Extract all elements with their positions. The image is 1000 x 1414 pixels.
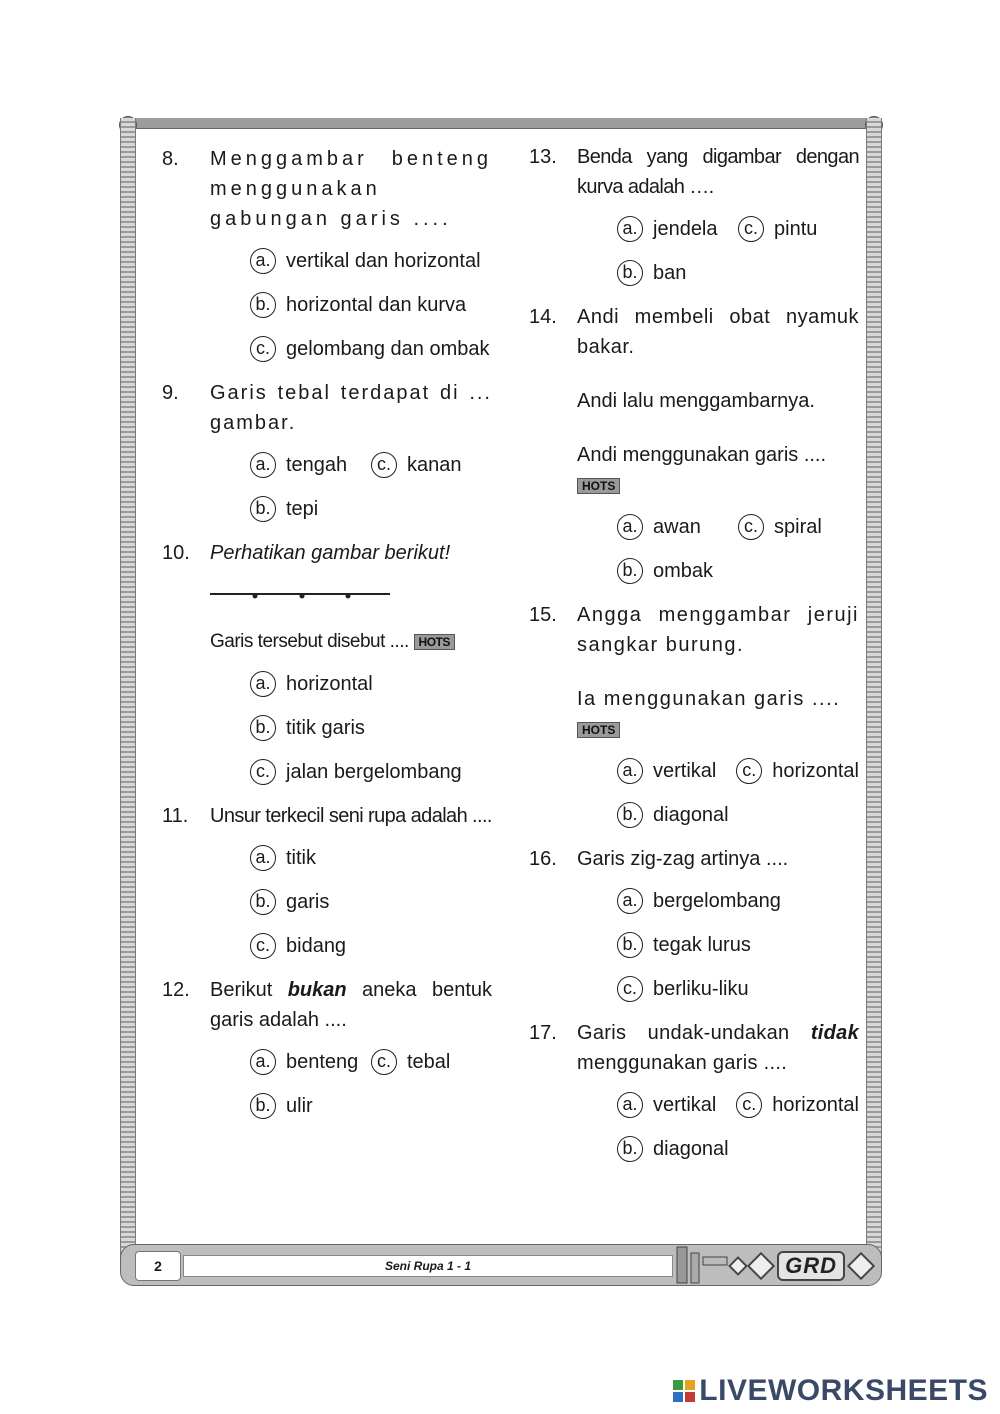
dotted-line-figure bbox=[210, 580, 400, 608]
option-text: benteng bbox=[286, 1051, 359, 1073]
option-letter[interactable]: c. bbox=[371, 452, 397, 478]
option-text: titik bbox=[286, 847, 316, 869]
option-letter[interactable]: a. bbox=[617, 514, 643, 540]
question-subtext bbox=[577, 440, 859, 500]
question-text-post: menggunakan garis .... bbox=[577, 1052, 788, 1074]
option-letter[interactable]: a. bbox=[617, 758, 643, 784]
option-letter[interactable]: a. bbox=[617, 888, 643, 914]
question-number: 12. bbox=[162, 979, 190, 1001]
option-letter[interactable]: a. bbox=[250, 1049, 276, 1075]
question-subtext-label: Ia menggunakan garis .... bbox=[577, 688, 841, 710]
right-column bbox=[529, 142, 859, 1178]
question-text: Garis zig-zag artinya .... bbox=[577, 848, 789, 870]
question-text: Benda yang digambar dengan kurva adalah …. bbox=[577, 146, 859, 198]
question-text-post: aneka bentuk garis adalah .... bbox=[210, 979, 492, 1031]
option-item[interactable] bbox=[738, 214, 859, 244]
question-number: 15. bbox=[529, 604, 557, 626]
option-row bbox=[617, 214, 859, 244]
option-text: diagonal bbox=[653, 804, 729, 826]
watermark-text: LIVEWORKSHEETS bbox=[699, 1374, 988, 1407]
option-item[interactable] bbox=[250, 843, 492, 873]
question-number: 8. bbox=[162, 148, 179, 170]
question-8 bbox=[162, 144, 492, 364]
option-list bbox=[210, 843, 492, 961]
option-item[interactable] bbox=[617, 756, 736, 786]
question-number: 13. bbox=[529, 146, 557, 168]
option-item[interactable] bbox=[617, 930, 859, 960]
option-text: bergelombang bbox=[653, 890, 781, 912]
question-subtext-label: Garis tersebut disebut .... bbox=[210, 631, 409, 652]
option-item[interactable] bbox=[617, 1134, 859, 1164]
option-item[interactable] bbox=[617, 1090, 736, 1120]
option-text: diagonal bbox=[653, 1138, 729, 1160]
option-item[interactable] bbox=[250, 887, 492, 917]
option-item[interactable] bbox=[250, 1047, 371, 1077]
option-item[interactable] bbox=[250, 246, 492, 276]
option-row bbox=[617, 1090, 859, 1120]
option-list bbox=[577, 756, 859, 830]
option-item[interactable] bbox=[250, 713, 492, 743]
liveworksheets-logo-icon bbox=[673, 1380, 695, 1402]
option-text: tebal bbox=[407, 1051, 451, 1073]
question-text bbox=[210, 975, 492, 1035]
question-number: 11. bbox=[162, 805, 189, 827]
option-item[interactable] bbox=[617, 214, 738, 244]
option-letter[interactable]: a. bbox=[250, 452, 276, 478]
option-item[interactable] bbox=[736, 756, 859, 786]
option-letter[interactable]: b. bbox=[617, 1136, 643, 1162]
option-letter[interactable]: b. bbox=[250, 1093, 276, 1119]
option-letter[interactable]: b. bbox=[617, 558, 643, 584]
liveworksheets-watermark bbox=[673, 1374, 988, 1408]
option-item[interactable] bbox=[250, 494, 492, 524]
option-item[interactable] bbox=[617, 512, 738, 542]
option-item[interactable] bbox=[250, 290, 492, 320]
question-subtext-label: Andi menggunakan garis .... bbox=[577, 444, 827, 466]
option-text: garis bbox=[286, 891, 330, 913]
question-16 bbox=[529, 844, 859, 1004]
question-text-pre: Garis undak-undakan bbox=[577, 1022, 811, 1044]
option-item[interactable] bbox=[250, 450, 371, 480]
option-list bbox=[577, 886, 859, 1004]
option-letter[interactable]: c. bbox=[250, 759, 276, 785]
question-13 bbox=[529, 142, 859, 288]
option-item[interactable] bbox=[617, 258, 859, 288]
option-letter[interactable]: a. bbox=[250, 248, 276, 274]
option-text: awan bbox=[653, 516, 701, 538]
footer-subject: Seni Rupa 1 - 1 bbox=[183, 1255, 673, 1277]
option-text: jendela bbox=[653, 218, 718, 240]
option-list bbox=[210, 1047, 492, 1121]
option-row bbox=[250, 450, 492, 480]
option-letter[interactable]: c. bbox=[617, 976, 643, 1002]
option-text: horizontal dan kurva bbox=[286, 294, 467, 316]
option-letter[interactable]: b. bbox=[617, 260, 643, 286]
question-14 bbox=[529, 302, 859, 586]
option-letter[interactable]: c. bbox=[738, 216, 764, 242]
option-letter[interactable]: a. bbox=[617, 216, 643, 242]
question-text: Menggambar benteng menggunakan gabungan garis .... bbox=[210, 148, 492, 230]
option-text: berliku-liku bbox=[653, 978, 749, 1000]
option-text: pintu bbox=[774, 218, 818, 240]
option-text: spiral bbox=[774, 516, 822, 538]
option-letter[interactable]: c. bbox=[736, 1092, 762, 1118]
option-text: vertikal dan horizontal bbox=[286, 250, 481, 272]
option-text: ulir bbox=[286, 1095, 313, 1117]
option-letter[interactable]: c. bbox=[250, 933, 276, 959]
hots-badge: HOTS bbox=[414, 634, 455, 650]
option-text: vertikal bbox=[653, 760, 717, 782]
option-item[interactable] bbox=[371, 1047, 492, 1077]
question-subtext bbox=[577, 684, 859, 744]
option-letter[interactable]: b. bbox=[617, 932, 643, 958]
question-10 bbox=[162, 538, 492, 787]
question-15 bbox=[529, 600, 859, 830]
option-text: horizontal bbox=[772, 1094, 859, 1116]
option-list bbox=[210, 669, 492, 787]
question-text: Andi membeli obat nyamuk bakar. bbox=[577, 306, 859, 358]
option-item[interactable] bbox=[371, 450, 492, 480]
option-text: jalan bergelombang bbox=[286, 761, 462, 783]
option-text: tengah bbox=[286, 454, 348, 476]
option-row bbox=[250, 1047, 492, 1077]
option-item[interactable] bbox=[617, 886, 859, 916]
option-letter[interactable]: b. bbox=[617, 802, 643, 828]
question-text: Garis tebal terdapat di ... gambar. bbox=[210, 382, 492, 434]
option-list bbox=[210, 246, 492, 364]
option-row bbox=[617, 756, 859, 786]
option-letter[interactable]: c. bbox=[371, 1049, 397, 1075]
option-text: titik garis bbox=[286, 717, 365, 739]
question-12 bbox=[162, 975, 492, 1121]
hots-badge: HOTS bbox=[577, 478, 620, 494]
brand-name: GRD bbox=[777, 1251, 845, 1281]
option-item[interactable] bbox=[250, 757, 492, 787]
question-text-emphasis: bukan bbox=[287, 979, 347, 1001]
question-9 bbox=[162, 378, 492, 524]
option-item[interactable] bbox=[736, 1090, 859, 1120]
option-list bbox=[577, 512, 859, 586]
option-item[interactable] bbox=[250, 1091, 492, 1121]
question-text: Perhatikan gambar berikut! bbox=[210, 542, 451, 564]
option-list bbox=[210, 450, 492, 524]
question-17 bbox=[529, 1018, 859, 1164]
option-item[interactable] bbox=[738, 512, 859, 542]
option-text: bidang bbox=[286, 935, 347, 957]
option-text: ombak bbox=[653, 560, 714, 582]
option-text: horizontal bbox=[286, 673, 373, 695]
option-item[interactable] bbox=[250, 669, 492, 699]
question-subtext bbox=[210, 627, 492, 657]
frame-rail-right bbox=[866, 118, 882, 1258]
brand-logo bbox=[731, 1251, 871, 1281]
page-number: 2 bbox=[135, 1251, 181, 1281]
option-letter[interactable]: c. bbox=[736, 758, 762, 784]
question-11 bbox=[162, 801, 492, 961]
question-number: 17. bbox=[529, 1022, 557, 1044]
question-text bbox=[577, 1018, 859, 1078]
question-subtext: Andi lalu menggambarnya. bbox=[577, 390, 815, 412]
frame-top-bar bbox=[128, 118, 874, 129]
question-text: Angga menggambar jeruji sangkar burung. bbox=[577, 604, 859, 656]
option-item[interactable] bbox=[617, 556, 859, 586]
question-text-pre: Berikut bbox=[210, 979, 288, 1001]
option-text: kanan bbox=[407, 454, 462, 476]
option-letter[interactable]: b. bbox=[250, 496, 276, 522]
option-item[interactable] bbox=[250, 931, 492, 961]
option-letter[interactable]: b. bbox=[250, 715, 276, 741]
option-letter[interactable]: b. bbox=[250, 889, 276, 915]
option-text: horizontal bbox=[772, 760, 859, 782]
question-number: 10. bbox=[162, 542, 190, 564]
hots-badge: HOTS bbox=[577, 722, 620, 738]
diamond-icon bbox=[747, 1252, 775, 1280]
option-letter[interactable]: b. bbox=[250, 292, 276, 318]
option-text: vertikal bbox=[653, 1094, 717, 1116]
option-letter[interactable]: c. bbox=[250, 336, 276, 362]
question-number: 14. bbox=[529, 306, 557, 328]
diamond-icon bbox=[847, 1252, 875, 1280]
question-text: Unsur terkecil seni rupa adalah .... bbox=[210, 805, 492, 827]
option-list bbox=[577, 214, 859, 288]
option-letter[interactable]: a. bbox=[250, 845, 276, 871]
left-column bbox=[162, 144, 492, 1135]
option-item[interactable] bbox=[617, 974, 859, 1004]
option-letter[interactable]: a. bbox=[250, 671, 276, 697]
option-list bbox=[577, 1090, 859, 1164]
option-letter[interactable]: a. bbox=[617, 1092, 643, 1118]
option-text: tegak lurus bbox=[653, 934, 751, 956]
page-footer bbox=[120, 1244, 882, 1286]
option-item[interactable] bbox=[617, 800, 859, 830]
decor-gears-icon bbox=[673, 1245, 733, 1285]
diamond-icon bbox=[728, 1256, 748, 1276]
question-text-emphasis: tidak bbox=[810, 1022, 859, 1044]
option-row bbox=[617, 512, 859, 542]
option-letter[interactable]: c. bbox=[738, 514, 764, 540]
option-item[interactable] bbox=[250, 334, 492, 364]
option-text: tepi bbox=[286, 498, 319, 520]
option-text: gelombang dan ombak bbox=[286, 338, 490, 360]
question-number: 9. bbox=[162, 382, 179, 404]
question-number: 16. bbox=[529, 848, 557, 870]
option-text: ban bbox=[653, 262, 687, 284]
frame-rail-left bbox=[120, 118, 136, 1258]
